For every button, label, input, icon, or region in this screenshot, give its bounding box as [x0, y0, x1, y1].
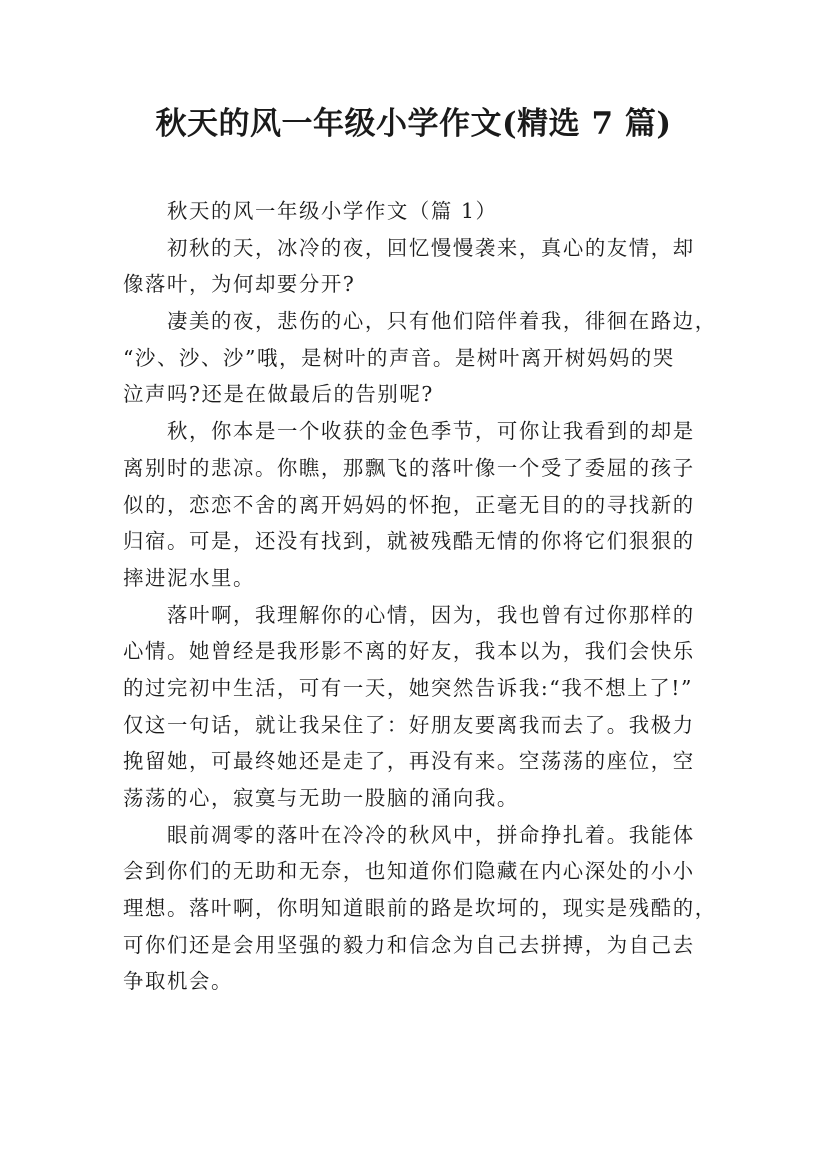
paragraph-line: 归宿。可是，还没有找到，就被残酷无情的你将它们狠狠的 — [123, 529, 695, 554]
paragraph-line: 摔进泥水里。 — [123, 565, 255, 590]
paragraph-line: 挽留她，可最终她还是走了，再没有来。空荡荡的座位，空 — [123, 749, 695, 774]
paragraph-line: 的过完初中生活，可有一天，她突然告诉我:“我不想上了!” — [123, 675, 694, 700]
paragraph-line: 凄美的夜，悲伤的心，只有他们陪伴着我，徘徊在路边， — [167, 309, 717, 334]
paragraph-line: 似的，恋恋不舍的离开妈妈的怀抱，正毫无目的的寻找新的 — [123, 492, 695, 517]
paragraph-line: 心情。她曾经是我形影不离的好友，我本以为，我们会快乐 — [123, 639, 695, 664]
paragraph-line: 眼前凋零的落叶在冷冷的秋风中，拼命挣扎着。我能体 — [167, 822, 695, 847]
document-title: 秋天的风一年级小学作文(精选 7 篇) — [155, 106, 672, 142]
paragraph-line: 像落叶，为何却要分开? — [123, 272, 356, 297]
paragraph-line: 离别时的悲凉。你瞧，那飘飞的落叶像一个受了委屈的孩子 — [123, 455, 695, 480]
document-body — [123, 193, 717, 1000]
paragraph-line: 争取机会。 — [123, 969, 233, 994]
paragraph-line: 落叶啊，我理解你的心情，因为，我也曾有过你那样的 — [167, 602, 695, 627]
paragraph-line: 仅这一句话，就让我呆住了：好朋友要离我而去了。我极力 — [123, 712, 695, 737]
paragraph-line: 泣声吗?还是在做最后的告别呢? — [123, 382, 434, 407]
paragraph-line: 可你们还是会用坚强的毅力和信念为自己去拼搏，为自己去 — [123, 932, 695, 957]
paragraph-line: 秋，你本是一个收获的金色季节，可你让我看到的却是 — [167, 419, 695, 444]
paragraph-line: 荡荡的心，寂寞与无助一股脑的涌向我。 — [123, 786, 519, 810]
paragraph-line: 理想。落叶啊，你明知道眼前的路是坎坷的，现实是残酷的， — [123, 896, 717, 921]
paragraph-line: “沙、沙、沙”哦，是树叶的声音。是树叶离开树妈妈的哭 — [123, 345, 675, 370]
paragraph-line: 会到你们的无助和无奈，也知道你们隐藏在内心深处的小小 — [123, 859, 695, 884]
paragraph-line: 初秋的天，冰冷的夜，回忆慢慢袭来，真心的友情，却 — [167, 235, 695, 260]
section-heading: 秋天的风一年级小学作文（篇 1） — [167, 199, 498, 223]
